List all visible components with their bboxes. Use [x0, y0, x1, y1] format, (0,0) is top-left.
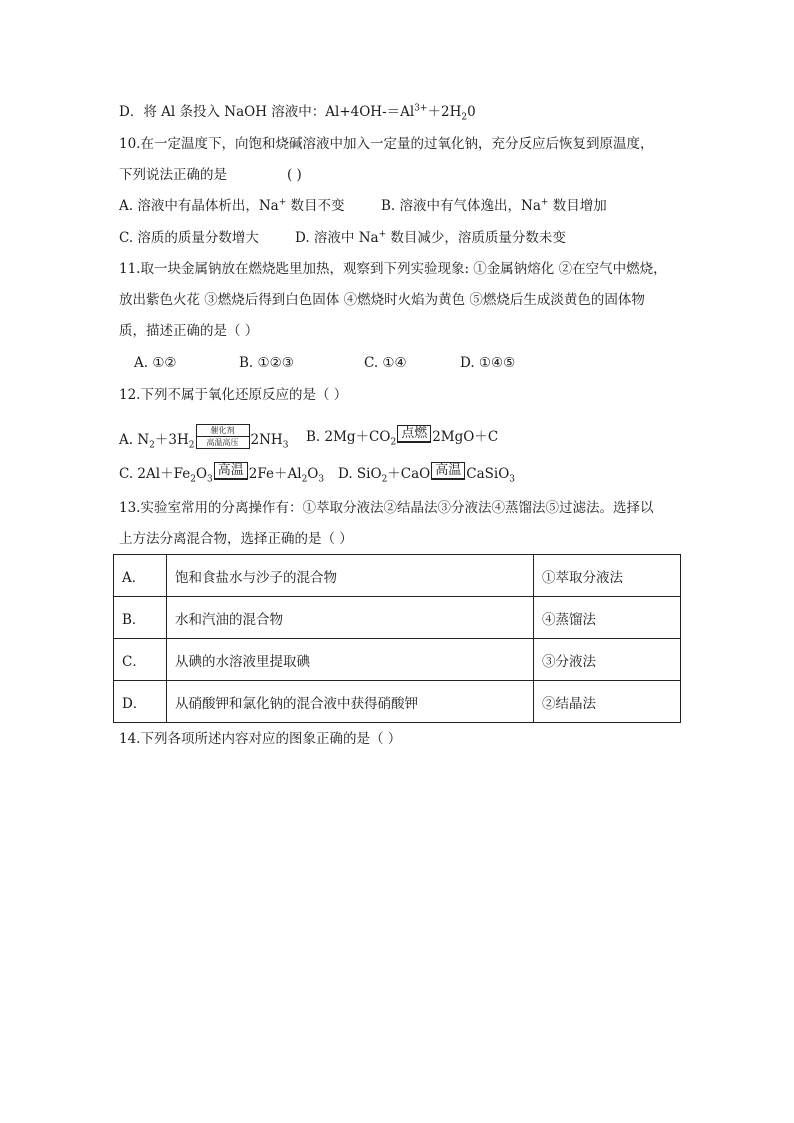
q9d-text-end: 0: [467, 104, 476, 120]
q12c-o2: O: [307, 466, 319, 482]
row-mixture: 从硝酸钾和氯化钠的混合液中获得硝酸钾: [167, 681, 534, 723]
q12-option-d: [338, 462, 516, 485]
q10-option-a: [119, 197, 345, 215]
row-method: ④蒸馏法: [534, 597, 681, 639]
q12d-condition-box: 高温: [431, 462, 465, 480]
row-mixture: 从碘的水溶液里提取碘: [167, 639, 534, 681]
q10b-text: B. 溶液中有气体逸出，Na: [381, 198, 541, 214]
q12a-sub3: 3: [282, 440, 289, 451]
row-method: ③分液法: [534, 639, 681, 681]
row-mixture: 水和汽油的混合物: [167, 597, 534, 639]
q13-stem-line2: 上方法分离混合物，选择正确的是（ ）: [119, 531, 353, 547]
row-label: C．: [114, 639, 167, 681]
table-row: [114, 681, 681, 723]
q12c-o: O: [195, 466, 208, 482]
q9-option-d: [119, 103, 476, 121]
table-row: [114, 597, 681, 639]
q9d-sub: 2: [461, 112, 468, 123]
q11-option-d: D. ①④⑤: [460, 355, 516, 371]
q13-table: [113, 554, 681, 723]
q12c-sub1: 2: [190, 474, 196, 485]
row-label: D．: [114, 681, 167, 723]
q11-stem-line3: 质，描述正确的是（ ）: [119, 323, 259, 339]
q12b-pre: B. 2Mg＋CO: [306, 429, 391, 445]
table-row: [114, 639, 681, 681]
q12a-cond-top: 催化剂: [197, 425, 249, 437]
q12d-sub1: 2: [381, 474, 388, 485]
q12c-condition-box: 高温: [214, 462, 248, 480]
q11-option-a: A. ①②: [134, 355, 177, 371]
q12d-sub2: 3: [509, 474, 516, 485]
q12-stem: 12.下列不属于氧化还原反应的是（ ）: [119, 387, 348, 403]
q12a-sub1: 2: [149, 440, 155, 451]
q10-bracket: ( ): [287, 167, 302, 183]
q10d-text: D. 溶液中 Na: [295, 230, 379, 246]
q12c-sub4: 3: [318, 474, 325, 485]
q12a-mid: ＋3H: [154, 432, 189, 448]
q12a-pre: A. N: [119, 432, 150, 448]
q10d-sup: +: [378, 229, 387, 240]
q12d-post: CaSiO: [466, 466, 510, 482]
row-mixture: 饱和食盐水与沙子的混合物: [167, 555, 534, 597]
q10-option-d: [295, 229, 566, 247]
q10b-sup: +: [540, 197, 549, 208]
q10a-end: 数目不变: [286, 198, 345, 214]
q11-stem-line2: 放出紫色火花 ③燃烧后得到白色固体 ④燃烧时火焰为黄色 ⑤燃烧后生成淡黄色的固体物: [119, 292, 645, 308]
q11-option-b: B. ①②③: [239, 355, 294, 371]
q12b-post: 2MgO＋C: [432, 429, 499, 445]
q12c-post: 2Fe＋Al: [248, 466, 302, 482]
q10-stem-text: 下列说法正确的是: [119, 167, 227, 183]
q12b-sub1: 2: [390, 437, 397, 448]
table-row: [114, 555, 681, 597]
q12c-sub3: 2: [301, 474, 308, 485]
q12-option-b: [306, 425, 499, 448]
q13-stem-line1: 13.实验室常用的分离操作有：①萃取分液法②结晶法③分液法④蒸馏法⑤过滤法。选择以: [119, 500, 654, 516]
q10-option-c: C. 溶质的质量分数增大: [119, 230, 259, 246]
row-label: A．: [114, 555, 167, 597]
q9d-text-after: ＋2H: [427, 104, 462, 120]
q12-option-a: [119, 428, 288, 453]
q9d-sup: 3+: [414, 103, 428, 114]
q10b-end: 数目增加: [548, 198, 607, 214]
q10-stem-line2: [119, 166, 302, 184]
q12c-sub2: 3: [207, 474, 213, 485]
q10-option-b: [381, 197, 607, 215]
q10a-text: A. 溶液中有晶体析出，Na: [119, 198, 279, 214]
q12-option-c: [119, 462, 325, 485]
q11-stem-line1: 11.取一块金属钠放在燃烧匙里加热，观察到下列实验现象: ①金属钠熔化 ②在空气中燃烧，: [119, 261, 667, 277]
q9d-text: D．将 Al 条投入 NaOH 溶液中：Al+4OH-＝Al: [119, 104, 415, 120]
q14-stem: 14.下列各项所述内容对应的图象正确的是（ ）: [119, 731, 402, 747]
q12d-mid: ＋CaO: [387, 466, 431, 482]
row-label: B．: [114, 597, 167, 639]
q12b-condition-box: 点燃: [397, 425, 431, 443]
q12a-sub2: 2: [188, 440, 195, 451]
q10d-end: 数目减少，溶质质量分数未变: [386, 230, 566, 246]
q12d-pre: D. SiO: [338, 466, 382, 482]
q12c-pre: C. 2Al＋Fe: [119, 466, 191, 482]
q11-option-c: C. ①④: [364, 355, 407, 371]
row-method: ①萃取分液法: [534, 555, 681, 597]
q12a-post: 2NH: [250, 432, 283, 448]
row-method: ②结晶法: [534, 681, 681, 723]
q12a-condition-box: [196, 424, 250, 449]
q12a-cond-bottom: 高温高压: [206, 438, 239, 447]
q10a-sup: +: [278, 197, 287, 208]
q10-stem-line1: 10.在一定温度下，向饱和烧碱溶液中加入一定量的过氧化钠，充分反应后恢复到原温度，: [119, 136, 654, 152]
